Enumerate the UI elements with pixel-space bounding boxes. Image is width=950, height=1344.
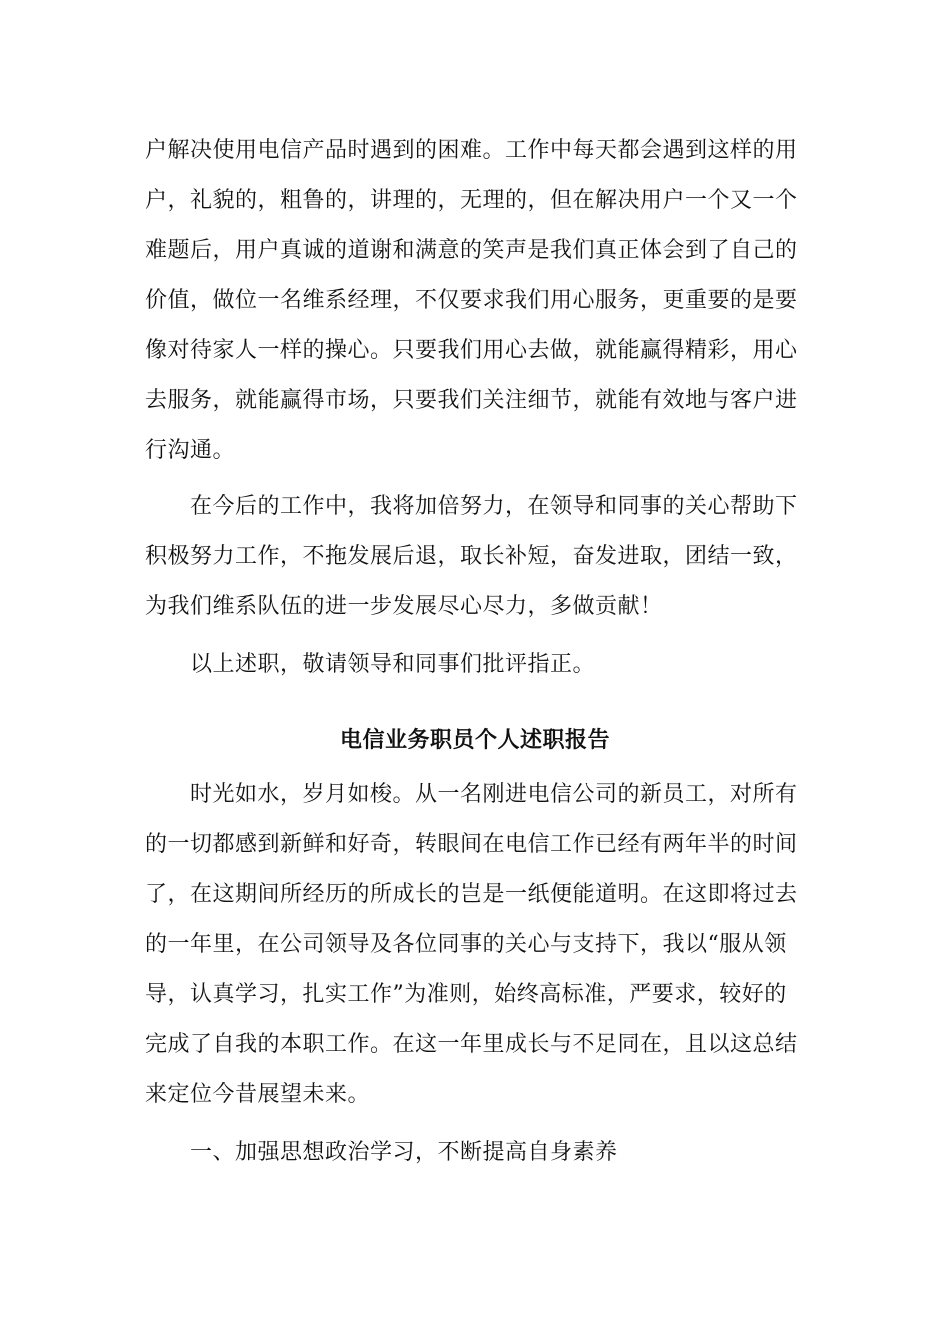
paragraph-1-line-2: 户，礼貌的，粗鲁的，讲理的，无理的，但在解决用户一个又一个 xyxy=(145,188,798,213)
paragraph-4-line-1: 时光如水，岁月如梭。从一名刚进电信公司的新员工，对所有 xyxy=(190,782,798,807)
paragraph-2-line-2: 积极努力工作，不拖发展后退，取长补短，奋发进取，团结一致， xyxy=(145,544,798,569)
paragraph-2-line-3: 为我们维系队伍的进一步发展尽心尽力，多做贡献！ xyxy=(145,594,663,619)
paragraph-1-line-1: 户解决使用电信产品时遇到的困难。工作中每天都会遇到这样的用 xyxy=(145,138,798,163)
paragraph-1-line-5: 像对待家人一样的操心。只要我们用心去做，就能赢得精彩，用心 xyxy=(145,338,798,363)
paragraph-4-line-7: 来定位今昔展望未来。 xyxy=(145,1082,371,1107)
paragraph-1-line-4: 价值，做位一名维系经理，不仅要求我们用心服务，更重要的是要 xyxy=(145,288,798,313)
paragraph-4-line-3: 了，在这期间所经历的所成长的岂是一纸便能道明。在这即将过去 xyxy=(145,882,798,907)
paragraph-1-line-3: 难题后，用户真诚的道谢和满意的笑声是我们真正体会到了自己的 xyxy=(145,238,798,263)
paragraph-1-line-7: 行沟通。 xyxy=(145,438,236,463)
section-title: 电信业务职员个人述职报告 xyxy=(339,728,610,753)
paragraph-4-line-5: 导，认真学习，扎实工作”为准则，始终高标准，严要求，较好的 xyxy=(145,982,787,1007)
paragraph-4-line-2: 的一切都感到新鲜和好奇，转眼间在电信工作已经有两年半的时间 xyxy=(145,832,798,857)
paragraph-3-line-1: 以上述职，敬请领导和同事们批评指正。 xyxy=(190,652,596,677)
paragraph-2-line-1: 在今后的工作中，我将加倍努力，在领导和同事的关心帮助下 xyxy=(190,494,798,519)
paragraph-1-line-6: 去服务，就能赢得市场，只要我们关注细节，就能有效地与客户进 xyxy=(145,388,798,413)
paragraph-4-line-6: 完成了自我的本职工作。在这一年里成长与不足同在，且以这总结 xyxy=(145,1032,798,1057)
section-heading-1: 一、加强思想政治学习，不断提高自身素养 xyxy=(190,1140,618,1165)
paragraph-4-line-4: 的一年里，在公司领导及各位同事的关心与支持下，我以“服从领 xyxy=(145,932,787,957)
